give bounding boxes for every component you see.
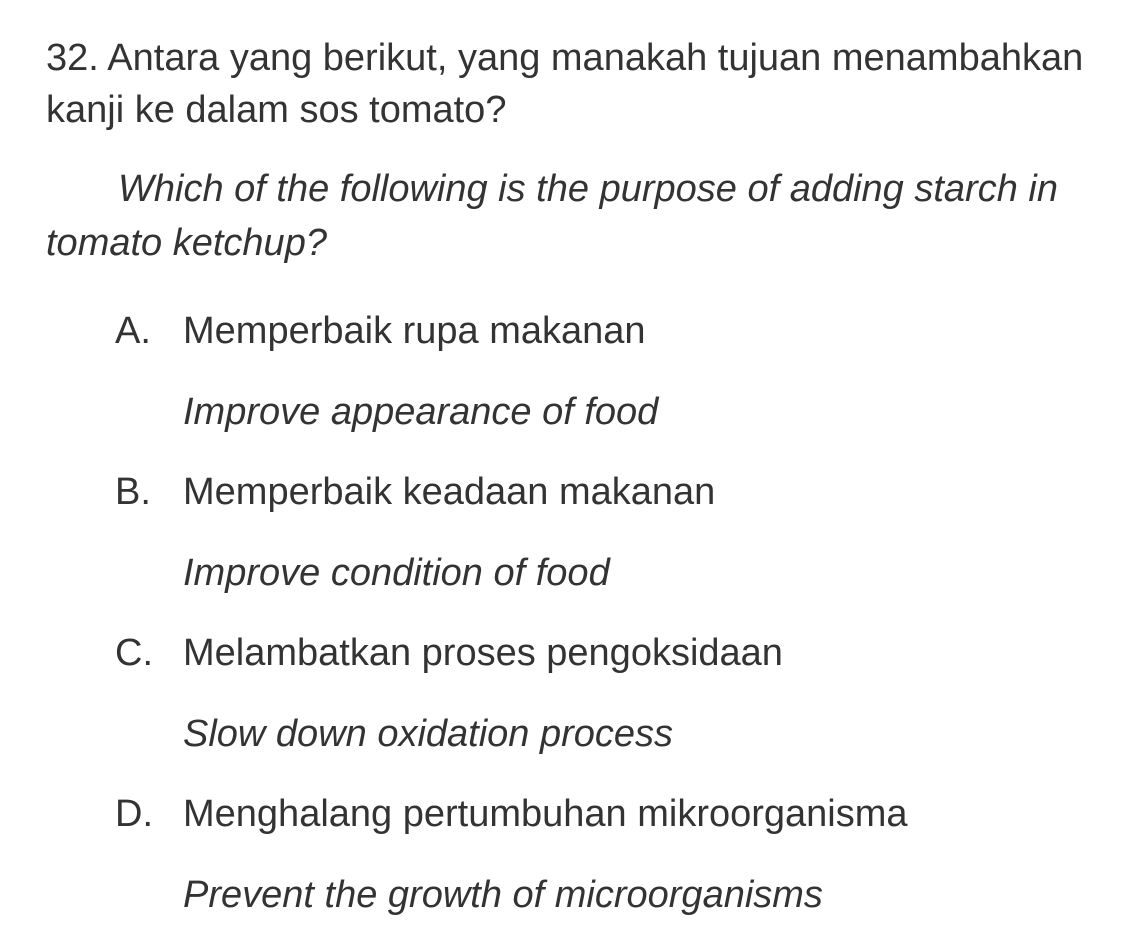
option-text-malay: Memperbaik rupa makanan — [183, 310, 646, 352]
option-a[interactable] — [0, 305, 1138, 465]
option-letter: C. — [115, 632, 153, 674]
question-text — [46, 32, 1126, 136]
question-text-malay: Antara yang berikut, yang manakah tujuan menambahkan kanji ke dalam sos tomato? — [46, 37, 1084, 131]
question-text-english: Which of the following is the purpose of adding starch in tomato ketchup? — [46, 168, 1058, 264]
option-letter: B. — [115, 471, 151, 513]
option-c[interactable] — [0, 627, 1138, 787]
option-text-english: Improve condition of food — [183, 552, 610, 594]
option-letter: A. — [115, 310, 151, 352]
option-text-malay: Melambatkan proses pengoksidaan — [183, 632, 783, 674]
option-text-english: Prevent the growth of microorganisms — [183, 874, 823, 916]
option-text-malay: Memperbaik keadaan makanan — [183, 471, 716, 513]
option-letter: D. — [115, 793, 153, 835]
option-text-malay: Menghalang pertumbuhan mikroorganisma — [183, 793, 908, 835]
question-number: 32. — [46, 37, 99, 79]
option-text-english: Improve appearance of food — [183, 391, 659, 433]
option-d[interactable] — [0, 788, 1138, 948]
option-text-english: Slow down oxidation process — [183, 713, 674, 755]
option-b[interactable] — [0, 466, 1138, 626]
